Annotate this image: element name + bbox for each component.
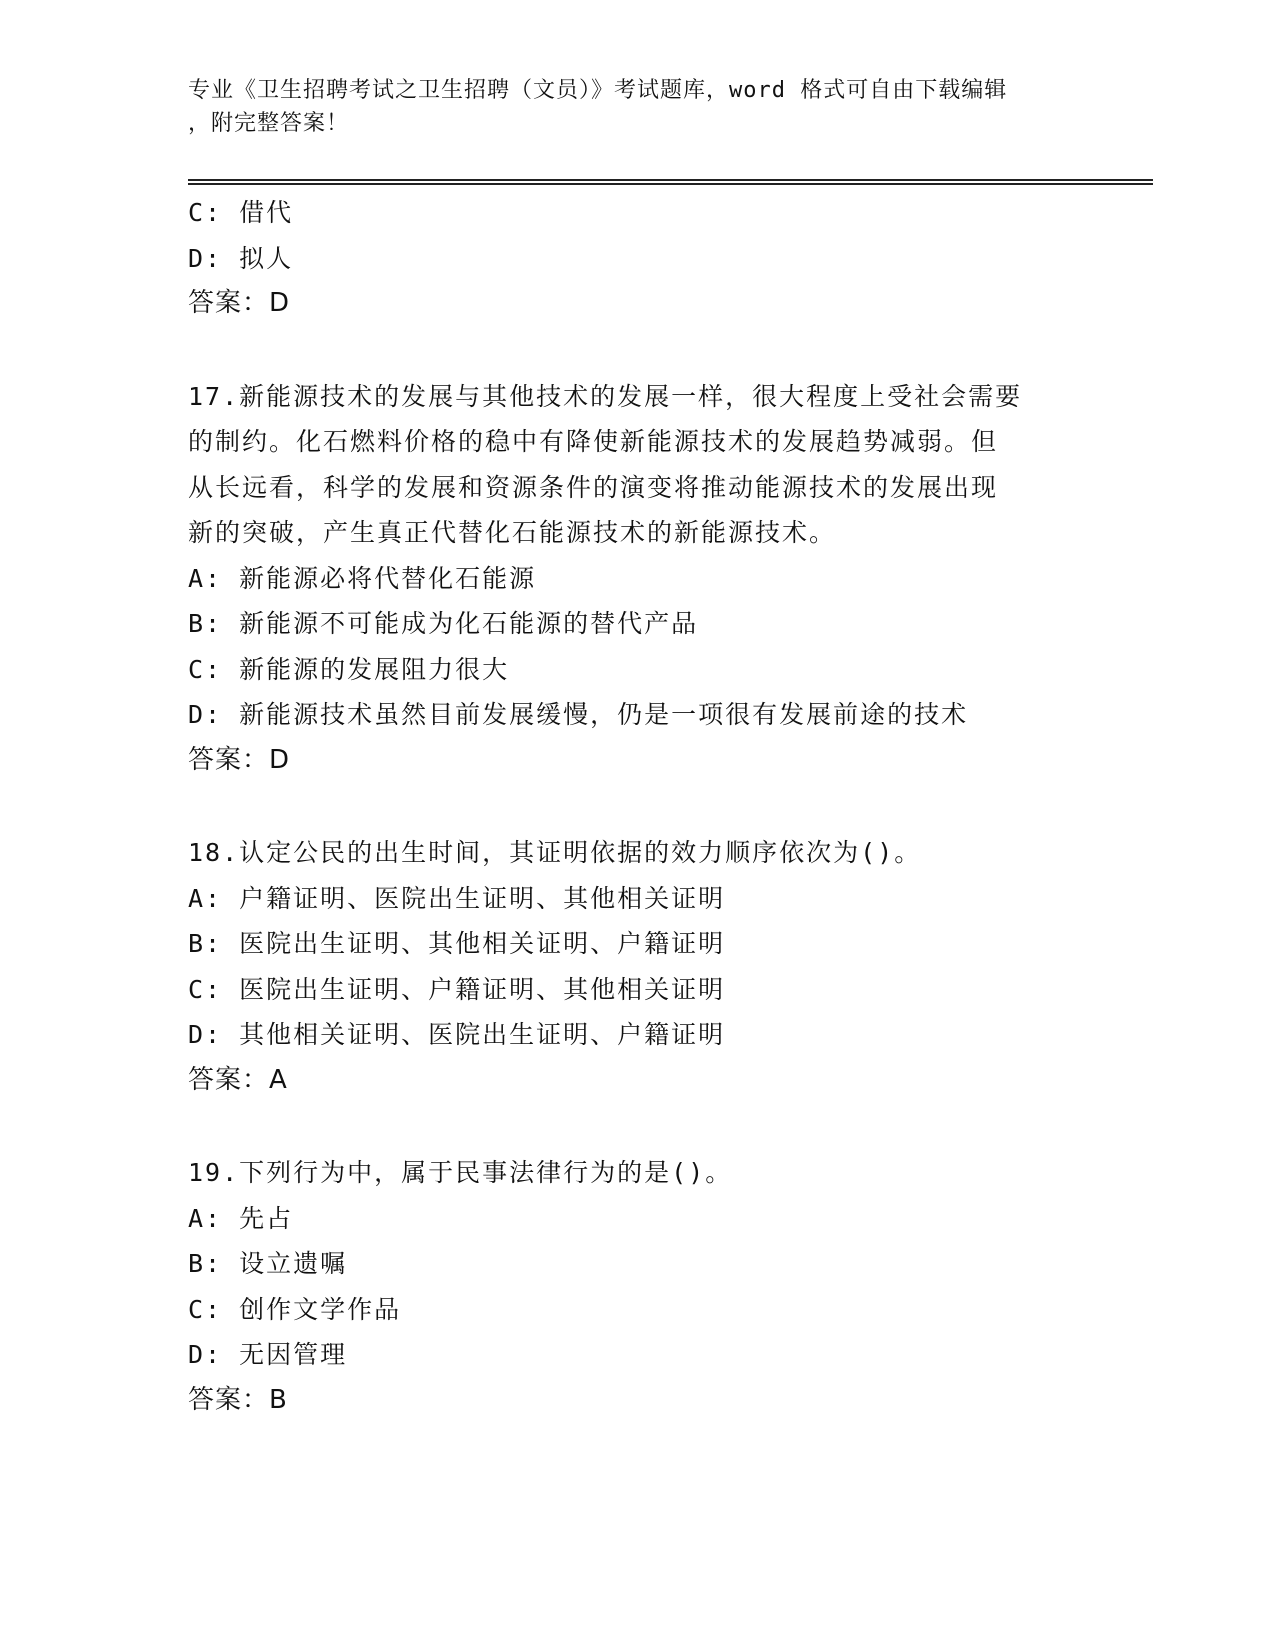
- option-d: D: 拟人: [188, 243, 294, 273]
- option-a: A: 先占: [188, 1203, 294, 1233]
- stem-line: 从长远看，科学的发展和资源条件的演变将推动能源技术的发展出现: [188, 472, 999, 502]
- stem-line: 新的突破，产生真正代替化石能源技术的新能源技术。: [188, 518, 837, 547]
- answer-line: 答案：B: [188, 1384, 288, 1415]
- option-d: D: 新能源技术虽然目前发展缓慢，仍是一项很有发展前途的技术: [188, 700, 969, 729]
- question-18: [188, 830, 1088, 1103]
- stem-line: 17.新能源技术的发展与其他技术的发展一样，很大程度上受社会需要: [188, 381, 1023, 411]
- spacer: [188, 783, 1088, 830]
- option-b: B: 设立遗嘱: [188, 1249, 348, 1278]
- option-c: C: 医院出生证明、户籍证明、其他相关证明: [188, 974, 726, 1004]
- option-c: C: 创作文学作品: [188, 1294, 402, 1324]
- header-divider-bottom: [188, 183, 1153, 185]
- question-list: [188, 190, 1088, 1423]
- stem-line: 的制约。化石燃料价格的稳中有降使新能源技术的发展趋势减弱。但: [188, 427, 999, 456]
- question-stem: [188, 374, 1088, 556]
- stem-line: 18.认定公民的出生时间，其证明依据的效力顺序依次为()。: [188, 838, 922, 867]
- header-line-2: ，附完整答案！: [188, 111, 350, 136]
- question-19: [188, 1150, 1088, 1423]
- option-a: A: 户籍证明、医院出生证明、其他相关证明: [188, 883, 726, 913]
- spacer: [188, 327, 1088, 374]
- header-divider-top: [188, 179, 1153, 181]
- answer-line: 答案：A: [188, 1064, 288, 1095]
- question-stem: [188, 830, 1088, 876]
- spacer: [188, 1103, 1088, 1150]
- option-b: B: 医院出生证明、其他相关证明、户籍证明: [188, 929, 726, 958]
- option-a: A: 新能源必将代替化石能源: [188, 563, 537, 593]
- question-stem: [188, 1150, 1088, 1196]
- question-16-continued: [188, 190, 1088, 327]
- option-d: D: 无因管理: [188, 1340, 348, 1369]
- option-c: C: 新能源的发展阻力很大: [188, 654, 510, 684]
- stem-line: 19.下列行为中，属于民事法律行为的是()。: [188, 1158, 733, 1187]
- question-17: [188, 374, 1088, 784]
- option-b: B: 新能源不可能成为化石能源的替代产品: [188, 609, 699, 638]
- document-header: [188, 74, 1068, 140]
- header-line-1: 专业《卫生招聘考试之卫生招聘（文员）》考试题库，word 格式可自由下载编辑: [188, 78, 1008, 103]
- option-d: D: 其他相关证明、医院出生证明、户籍证明: [188, 1020, 726, 1049]
- answer-line: 答案：D: [188, 288, 291, 318]
- option-c: C: 借代: [188, 198, 294, 227]
- answer-line: 答案：D: [188, 744, 291, 775]
